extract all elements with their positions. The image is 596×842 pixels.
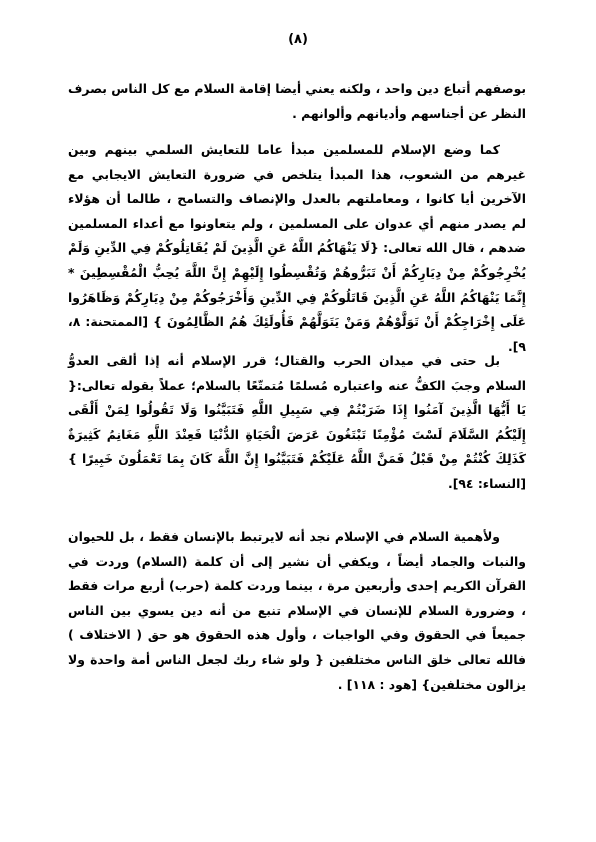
paragraph-3: بل حتى في ميدان الحرب والقتال؛ قرر الإسلام أنه إذا ألقى العدوُّ السلام وجبَ الكفُّ عنه واعتباره مُسلمًا مُتمتّعًا بالسلام؛ عملاً بقوله تعالى:{ يَا أَيُّهَا الَّذِينَ آمَنُوا إِذَا ضَرَبْتُمْ فِي سَبِيلِ اللَّهِ فَتَبَيَّنُوا وَلَا تَقُولُوا لِمَنْ أَلْقَى إِلَيْكُمُ السَّلَامَ لَسْتَ مُؤْمِنًا تَبْتَغُونَ عَرَضَ الْحَيَاةِ الدُّنْيَا فَعِنْدَ اللَّهِ مَغَانِمُ كَثِيرَةٌ كَذَلِكَ كُنْتُمْ مِنْ قَبْلُ فَمَنَّ اللَّهُ عَلَيْكُمْ فَتَبَيَّنُوا إِنَّ اللَّهَ كَانَ بِمَا تَعْمَلُونَ خَبِيرًا }[النساء: ٩٤].	[68, 353, 526, 491]
paragraph-4-container	[68, 525, 526, 697]
paragraph-2: كما وضع الإسلام للمسلمين مبدأ عاما للتعايش السلمي بينهم وبين غيرهم من الشعوب، هذا المبدأ يتلخص في ضرورة التعايش الايجابي مع الآخرين أيا كانوا ، ومعاملتهم بالعدل والإنصاف والتسامح ، طالما أن هؤلاء لم يصدر منهم أي عدوان على المسلمين ، ولم يتعاونوا مع أعداء المسلمين ضدهم ، قال الله تعالى: {لَا يَنْهَاكُمُ اللَّهُ عَنِ الَّذِينَ لَمْ يُقَاتِلُوكُمْ فِي الدِّينِ وَلَمْ يُخْرِجُوكُمْ مِنْ دِيَارِكُمْ أَنْ تَبَرُّوهُمْ وَتُقْسِطُوا إِلَيْهِمْ إِنَّ اللَّهَ يُحِبُّ الْمُقْسِطِينَ * إِنَّمَا يَنْهَاكُمُ اللَّهُ عَنِ الَّذِينَ قَاتَلُوكُمْ فِي الدِّينِ وَأَخْرَجُوكُمْ مِنْ دِيَارِكُمْ وَظَاهَرُوا عَلَى إِخْرَاجِكُمْ أَنْ تَوَلَّوْهُمْ وَمَنْ يَتَوَلَّهُمْ فَأُولَئِكَ هُمُ الظَّالِمُونَ } [الممتحنة: ٨، ٩].	[68, 142, 526, 354]
paragraph-4: ولأهمية السلام في الإسلام نجد أنه لايرتبط بالإنسان فقط ، بل للحيوان والنبات والجماد أيضاً ، ويكفي أن نشير إلى أن كلمة (السلام) وردت في القرآن الكريم إحدى وأربعين مرة ، بينما وردت كلمة (حرب) أربع مرات فقط ، وضرورة السلام للإنسان في الإسلام تنبع من أنه دين يسوي بين الناس جميعاً في الحقوق وفي الواجبات ، وأول هذه الحقوق هو حق ( الاختلاف ) فالله تعالى خلق الناس مختلفين { ولو شاء ربك لجعل الناس أمة واحدة ولا يزالون مختلفين} [هود : ١١٨] .	[68, 529, 526, 692]
page-number: (٨)	[288, 32, 308, 47]
paragraph-1: بوصفهم أتباع دين واحد ، ولكنه يعني أيضا إقامة السلام مع كل الناس بصرف النظر عن أجناسهم وأديانهم وألوانهم .	[68, 81, 526, 121]
paragraph-3-container	[68, 349, 526, 497]
paragraph-1-container	[68, 77, 526, 126]
paragraph-2-container	[68, 138, 526, 359]
